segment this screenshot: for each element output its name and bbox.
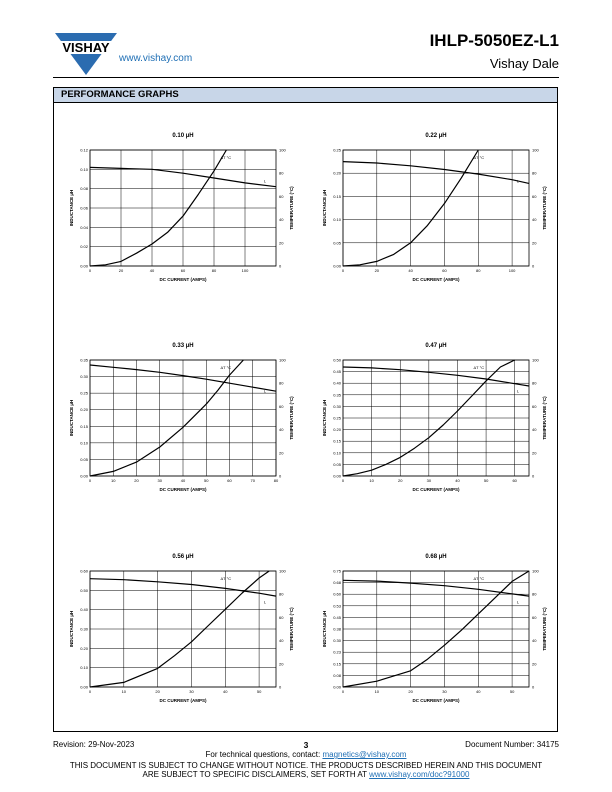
y-tick-label: 0.40 xyxy=(80,607,88,613)
y-tick-label: 0.25 xyxy=(333,147,341,153)
revision-date: Revision: 29-Nov-2023 xyxy=(53,740,135,749)
y-tick-label: 0.38 xyxy=(333,626,341,632)
x-tick-label: 50 xyxy=(256,689,262,694)
y2-tick-label: 60 xyxy=(279,193,284,199)
x-tick-label: 10 xyxy=(374,689,380,694)
y2-tick-label: 80 xyxy=(279,591,284,597)
y2-tick-label: 60 xyxy=(532,403,537,409)
y2-tick-label: 0 xyxy=(532,684,535,690)
y-tick-label: 0.35 xyxy=(333,392,341,398)
y2-tick-label: 0 xyxy=(279,263,282,269)
inductance-curve-annotation: L xyxy=(263,388,267,394)
division-name: Vishay Dale xyxy=(489,56,559,71)
x-tick-label: 30 xyxy=(426,478,432,483)
x-tick-label: 60 xyxy=(180,268,186,273)
chart-0-22uh xyxy=(321,128,551,298)
x-tick-label: 20 xyxy=(134,478,139,483)
y-tick-label: 0.45 xyxy=(333,369,341,375)
y-tick-label: 0.00 xyxy=(333,684,341,690)
y2-axis-label: TEMPERATURE (°C) xyxy=(542,186,547,230)
x-tick-label: 20 xyxy=(118,268,124,273)
y-tick-label: 0.00 xyxy=(80,473,88,479)
x-axis-label: DC CURRENT (AMPS) xyxy=(412,277,460,282)
y-tick-label: 0.15 xyxy=(333,193,341,199)
chart-0-47uh xyxy=(321,338,551,508)
y2-tick-label: 0 xyxy=(532,263,535,269)
y2-axis-label: TEMPERATURE (°C) xyxy=(289,186,294,230)
inductance-curve-annotation: L xyxy=(263,599,267,605)
y-tick-label: 0.10 xyxy=(333,217,341,223)
vishay-logo-text: VISHAY xyxy=(62,40,110,55)
section-title: PERFORMANCE GRAPHS xyxy=(61,89,179,100)
x-tick-label: 40 xyxy=(455,478,460,483)
inductance-line xyxy=(343,162,529,184)
y-tick-label: 0.10 xyxy=(80,440,88,446)
x-tick-label: 0 xyxy=(341,478,345,483)
disclaimer-link[interactable]: www.vishay.com/doc?91000 xyxy=(369,770,470,779)
chart-0-56uh xyxy=(68,549,298,719)
y-tick-label: 0.68 xyxy=(333,580,341,586)
y-tick-label: 0.30 xyxy=(333,638,341,644)
y-tick-label: 0.00 xyxy=(333,263,341,269)
y2-tick-label: 20 xyxy=(532,661,537,667)
notice-line-2 xyxy=(0,770,612,779)
x-tick-label: 60 xyxy=(512,478,517,483)
y2-axis-label: TEMPERATURE (°C) xyxy=(289,396,294,440)
chart-title: 0.22 µH xyxy=(425,133,447,139)
x-axis-label: DC CURRENT (AMPS) xyxy=(159,698,207,703)
y-tick-label: 0.35 xyxy=(80,357,88,363)
y2-tick-label: 100 xyxy=(532,147,539,153)
y2-tick-label: 80 xyxy=(532,591,537,597)
y-tick-label: 0.20 xyxy=(80,407,88,413)
y-tick-label: 0.40 xyxy=(333,380,341,386)
inductance-curve-annotation: L xyxy=(516,599,520,605)
y-tick-label: 0.10 xyxy=(80,166,88,172)
y-tick-label: 0.23 xyxy=(333,649,341,655)
x-axis-label: DC CURRENT (AMPS) xyxy=(159,487,207,492)
y-axis-label: INDUCTANCE µH xyxy=(69,610,74,648)
page-number: 3 xyxy=(303,740,309,750)
y2-tick-label: 40 xyxy=(532,217,537,223)
temperature-curve-annotation: ΔT °C xyxy=(220,365,232,370)
y-tick-label: 0.53 xyxy=(333,603,341,609)
y-axis-label: INDUCTANCE µH xyxy=(322,399,327,437)
y-tick-label: 0.04 xyxy=(80,224,88,230)
y-tick-label: 0.00 xyxy=(80,263,88,269)
y-axis-label: INDUCTANCE µH xyxy=(69,399,74,437)
temperature-curve-annotation: ΔT °C xyxy=(473,576,485,581)
x-tick-label: 60 xyxy=(227,478,232,483)
y2-tick-label: 60 xyxy=(532,614,537,620)
x-tick-label: 0 xyxy=(341,268,345,273)
plot-frame xyxy=(343,150,529,266)
x-tick-label: 50 xyxy=(483,478,489,483)
y2-tick-label: 20 xyxy=(532,240,537,246)
y-tick-label: 0.75 xyxy=(333,568,341,574)
y-tick-label: 0.05 xyxy=(333,240,341,246)
contact-line xyxy=(0,750,612,759)
x-tick-label: 20 xyxy=(155,689,160,694)
chart-title: 0.68 µH xyxy=(425,554,447,560)
y2-tick-label: 100 xyxy=(279,357,286,363)
y2-tick-label: 40 xyxy=(279,638,284,644)
y2-tick-label: 80 xyxy=(279,170,284,176)
x-tick-label: 40 xyxy=(149,268,155,273)
x-tick-label: 40 xyxy=(180,478,186,483)
x-tick-label: 30 xyxy=(442,689,447,694)
x-tick-label: 80 xyxy=(476,268,481,273)
x-tick-label: 20 xyxy=(398,478,403,483)
y2-axis-label: TEMPERATURE (°C) xyxy=(542,396,547,440)
y2-tick-label: 100 xyxy=(532,568,539,574)
y-tick-label: 0.50 xyxy=(333,357,341,363)
y2-tick-label: 80 xyxy=(532,380,537,386)
x-tick-label: 60 xyxy=(442,268,447,273)
y-tick-label: 0.10 xyxy=(80,665,88,671)
x-tick-label: 0 xyxy=(341,689,345,694)
document-number: Document Number: 34175 xyxy=(465,740,559,749)
contact-prefix: For technical questions, contact: xyxy=(205,750,323,759)
x-tick-label: 40 xyxy=(476,689,481,694)
y2-tick-label: 100 xyxy=(279,147,286,153)
y2-tick-label: 60 xyxy=(279,614,284,620)
y2-tick-label: 0 xyxy=(279,684,282,690)
x-tick-label: 20 xyxy=(374,268,380,273)
x-tick-label: 20 xyxy=(408,689,413,694)
x-tick-label: 50 xyxy=(509,689,515,694)
y-tick-label: 0.00 xyxy=(80,684,88,690)
y2-tick-label: 100 xyxy=(279,568,286,574)
x-tick-label: 80 xyxy=(273,478,279,483)
contact-email-link[interactable]: magnetics@vishay.com xyxy=(322,750,407,759)
temperature-curve-annotation: ΔT °C xyxy=(473,365,485,370)
inductance-curve-annotation: L xyxy=(516,178,520,184)
y2-tick-label: 20 xyxy=(279,450,284,456)
y-tick-label: 0.00 xyxy=(333,473,341,479)
y2-tick-label: 40 xyxy=(279,427,284,433)
y-tick-label: 0.02 xyxy=(80,244,88,250)
chart-title: 0.56 µH xyxy=(172,554,194,560)
x-axis-label: DC CURRENT (AMPS) xyxy=(159,277,207,282)
x-tick-label: 100 xyxy=(241,268,249,273)
y2-tick-label: 0 xyxy=(279,473,282,479)
x-tick-label: 0 xyxy=(88,478,92,483)
y2-tick-label: 100 xyxy=(532,357,539,363)
x-tick-label: 50 xyxy=(204,478,209,483)
inductance-curve-annotation: L xyxy=(263,178,267,184)
y-tick-label: 0.05 xyxy=(80,456,88,462)
y-tick-label: 0.12 xyxy=(80,147,88,153)
x-tick-label: 100 xyxy=(508,268,516,273)
y-tick-label: 0.45 xyxy=(333,614,341,620)
x-tick-label: 0 xyxy=(88,268,92,273)
x-tick-label: 40 xyxy=(223,689,228,694)
y2-tick-label: 40 xyxy=(279,217,284,223)
notice-prefix: ARE SUBJECT TO SPECIFIC DISCLAIMERS, SET FORTH AT xyxy=(142,770,370,779)
y-axis-label: INDUCTANCE µH xyxy=(69,189,74,227)
y-tick-label: 0.15 xyxy=(333,438,341,444)
y-tick-label: 0.60 xyxy=(80,568,88,574)
y-tick-label: 0.15 xyxy=(333,661,341,667)
x-tick-label: 30 xyxy=(157,478,162,483)
y-tick-label: 0.50 xyxy=(80,587,88,593)
vishay-logo[interactable] xyxy=(53,31,119,77)
y2-tick-label: 60 xyxy=(532,193,537,199)
y-tick-label: 0.08 xyxy=(80,186,88,192)
x-tick-label: 10 xyxy=(121,689,127,694)
y2-tick-label: 20 xyxy=(279,661,284,667)
y2-tick-label: 60 xyxy=(279,403,284,409)
y-tick-label: 0.25 xyxy=(80,390,88,396)
y2-tick-label: 0 xyxy=(532,473,535,479)
y2-tick-label: 20 xyxy=(279,240,284,246)
y-tick-label: 0.06 xyxy=(80,205,88,211)
y-tick-label: 0.10 xyxy=(333,450,341,456)
product-title: IHLP-5050EZ-L1 xyxy=(429,31,559,50)
website-link[interactable]: www.vishay.com xyxy=(119,53,193,64)
y-tick-label: 0.05 xyxy=(333,461,341,467)
y-tick-label: 0.20 xyxy=(333,427,341,433)
x-axis-label: DC CURRENT (AMPS) xyxy=(412,698,460,703)
y-tick-label: 0.08 xyxy=(333,672,341,678)
y2-tick-label: 20 xyxy=(532,450,537,456)
y-tick-label: 0.20 xyxy=(333,170,341,176)
y2-tick-label: 40 xyxy=(532,638,537,644)
header-divider xyxy=(53,77,559,78)
x-tick-label: 10 xyxy=(369,478,374,483)
temperature-curve-annotation: ΔT °C xyxy=(473,155,485,160)
section-header-bar xyxy=(54,88,557,103)
chart-0-68uh xyxy=(321,549,551,719)
x-tick-label: 80 xyxy=(211,268,217,273)
inductance-curve-annotation: L xyxy=(516,388,520,394)
y2-tick-label: 40 xyxy=(532,427,537,433)
y2-axis-label: TEMPERATURE (°C) xyxy=(289,607,294,651)
x-tick-label: 40 xyxy=(408,268,413,273)
y-tick-label: 0.25 xyxy=(333,415,341,421)
y-axis-label: INDUCTANCE µH xyxy=(322,610,327,648)
y-tick-label: 0.20 xyxy=(80,645,88,651)
x-tick-label: 30 xyxy=(189,689,194,694)
notice-line-1: THIS DOCUMENT IS SUBJECT TO CHANGE WITHOUT NOTICE. THE PRODUCTS DESCRIBED HEREIN AND THIS DOCUMENT xyxy=(69,761,543,770)
y-tick-label: 0.30 xyxy=(333,403,341,409)
chart-title: 0.33 µH xyxy=(172,343,194,349)
y2-tick-label: 80 xyxy=(279,380,284,386)
x-tick-label: 0 xyxy=(88,689,92,694)
temperature-curve-annotation: ΔT °C xyxy=(220,576,232,581)
chart-0-10uh xyxy=(68,128,298,298)
y-tick-label: 0.30 xyxy=(80,374,88,380)
x-axis-label: DC CURRENT (AMPS) xyxy=(412,487,460,492)
chart-title: 0.47 µH xyxy=(425,343,447,349)
y-axis-label: INDUCTANCE µH xyxy=(322,189,327,227)
temperature-curve-annotation: ΔT °C xyxy=(220,155,232,160)
x-tick-label: 70 xyxy=(250,478,255,483)
y-tick-label: 0.15 xyxy=(80,423,88,429)
y2-tick-label: 80 xyxy=(532,170,537,176)
x-tick-label: 10 xyxy=(111,478,116,483)
y2-axis-label: TEMPERATURE (°C) xyxy=(542,607,547,651)
y-tick-label: 0.60 xyxy=(333,591,341,597)
chart-0-33uh xyxy=(68,338,298,508)
chart-title: 0.10 µH xyxy=(172,133,194,139)
y-tick-label: 0.30 xyxy=(80,626,88,632)
